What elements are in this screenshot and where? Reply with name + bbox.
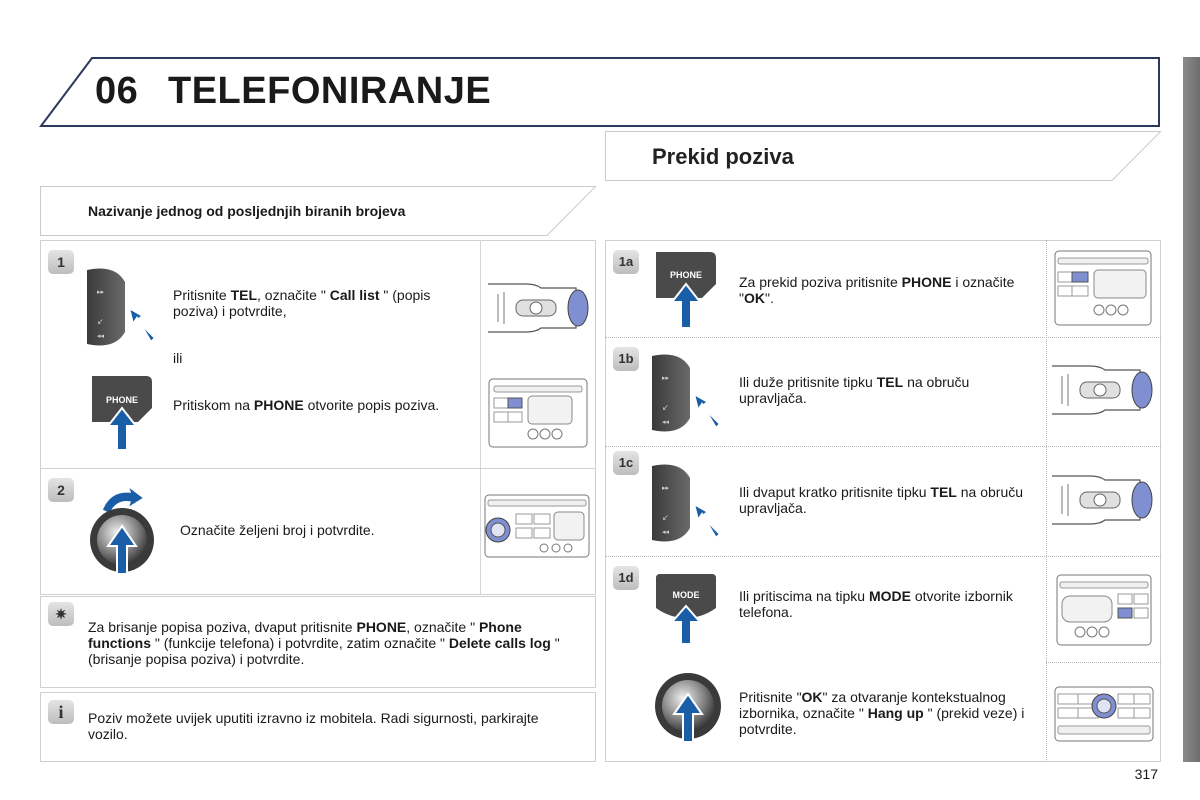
steering-stalk-tel-icon xyxy=(85,266,157,353)
step1c-text: Ili dvaput kratko pritisnite tipku TEL na obruču upravljača. xyxy=(739,484,1024,516)
phone-button-icon xyxy=(92,376,154,457)
step-badge-1: 1 xyxy=(48,250,74,274)
svg-text:▸▸: ▸▸ xyxy=(662,485,670,492)
svg-text:↙: ↙ xyxy=(97,317,104,326)
tip-text: Za brisanje popisa poziva, dvaput pritisnite PHONE, označite " Phone functions " (funkcije telefona) i potvrdite, zatim označite " Delete calls log " (brisanje popisa poziva) i potvrdite. xyxy=(88,619,560,667)
right-row-divider xyxy=(605,446,1161,447)
right-row-divider xyxy=(605,337,1161,338)
step-badge-1b: 1b xyxy=(613,347,639,371)
radio-panel-knob-thumbnail xyxy=(1054,686,1154,747)
steering-wheel-control-thumbnail xyxy=(1050,470,1154,535)
radio-panel-phone-thumbnail xyxy=(488,378,588,453)
step1-text-b: Pritiskom na PHONE otvorite popis poziva. xyxy=(173,397,440,413)
info-text: Poziv možete uvijek uputiti izravno iz mobitela. Radi sigurnosti, parkirajte vozilo. xyxy=(88,710,539,742)
left-row-divider xyxy=(40,468,596,469)
right-panel-column-divider xyxy=(1046,240,1047,762)
phone-button-label: PHONE xyxy=(669,270,703,280)
step-badge-2: 2 xyxy=(48,478,74,502)
mode-button-label: MODE xyxy=(672,590,700,600)
step-badge-1c: 1c xyxy=(613,451,639,475)
right-row-divider xyxy=(1046,662,1161,663)
steering-stalk-tel-icon xyxy=(650,462,722,549)
step2-text: Označite željeni broj i potvrdite. xyxy=(180,522,375,538)
radio-panel-mode-thumbnail xyxy=(1056,574,1152,651)
rotary-knob-ok-icon xyxy=(654,672,724,749)
section-title-last-numbers: Nazivanje jednog od posljednjih biranih brojeva xyxy=(88,203,406,219)
svg-text:↙: ↙ xyxy=(662,513,669,522)
step-hangup-text: Pritisnite "OK" za otvaranje kontekstualnog izbornika, označite " Hang up " (prekid veze) i potvrdite. xyxy=(739,689,1025,737)
step1a-text: Za prekid poziva pritisnite PHONE i označite "OK". xyxy=(739,274,1015,306)
lightbulb-tip-icon: ✷ xyxy=(48,602,74,626)
section-title-prekid-poziva: Prekid poziva xyxy=(652,144,794,169)
mode-button-icon xyxy=(656,574,718,651)
page-number: 317 xyxy=(1134,766,1158,782)
steering-wheel-control-thumbnail xyxy=(486,278,590,343)
step-badge-1a: 1a xyxy=(613,250,639,274)
chapter-side-tab xyxy=(1183,57,1200,762)
svg-text:◂◂: ◂◂ xyxy=(97,333,105,340)
svg-text:◂◂: ◂◂ xyxy=(662,419,670,426)
chapter-number: 06 xyxy=(95,70,139,112)
phone-button-label: PHONE xyxy=(105,395,139,405)
step-badge-1d: 1d xyxy=(613,566,639,590)
svg-text:▸▸: ▸▸ xyxy=(97,289,105,296)
svg-text:↙: ↙ xyxy=(662,403,669,412)
steering-stalk-tel-icon xyxy=(650,352,722,439)
left-panel-column-divider xyxy=(480,240,481,595)
right-row-divider xyxy=(605,556,1161,557)
step1d-text: Ili pritiscima na tipku MODE otvorite izbornik telefona. xyxy=(739,588,1013,620)
info-icon: i xyxy=(48,700,74,724)
step1-text-a: Pritisnite TEL, označite " Call list " (popis poziva) i potvrdite, xyxy=(173,287,431,319)
step1b-text: Ili duže pritisnite tipku TEL na obruču upravljača. xyxy=(739,374,970,406)
chapter-title: TELEFONIRANJE xyxy=(168,70,492,112)
steering-wheel-control-thumbnail xyxy=(1050,360,1154,425)
phone-button-icon xyxy=(656,252,718,335)
svg-text:▸▸: ▸▸ xyxy=(662,375,670,382)
radio-panel-phone-thumbnail xyxy=(1054,250,1152,331)
rotary-knob-confirm-icon xyxy=(88,484,158,583)
radio-panel-knob-thumbnail xyxy=(484,494,590,563)
svg-text:◂◂: ◂◂ xyxy=(662,529,670,536)
step1-or-text: ili xyxy=(173,350,183,366)
